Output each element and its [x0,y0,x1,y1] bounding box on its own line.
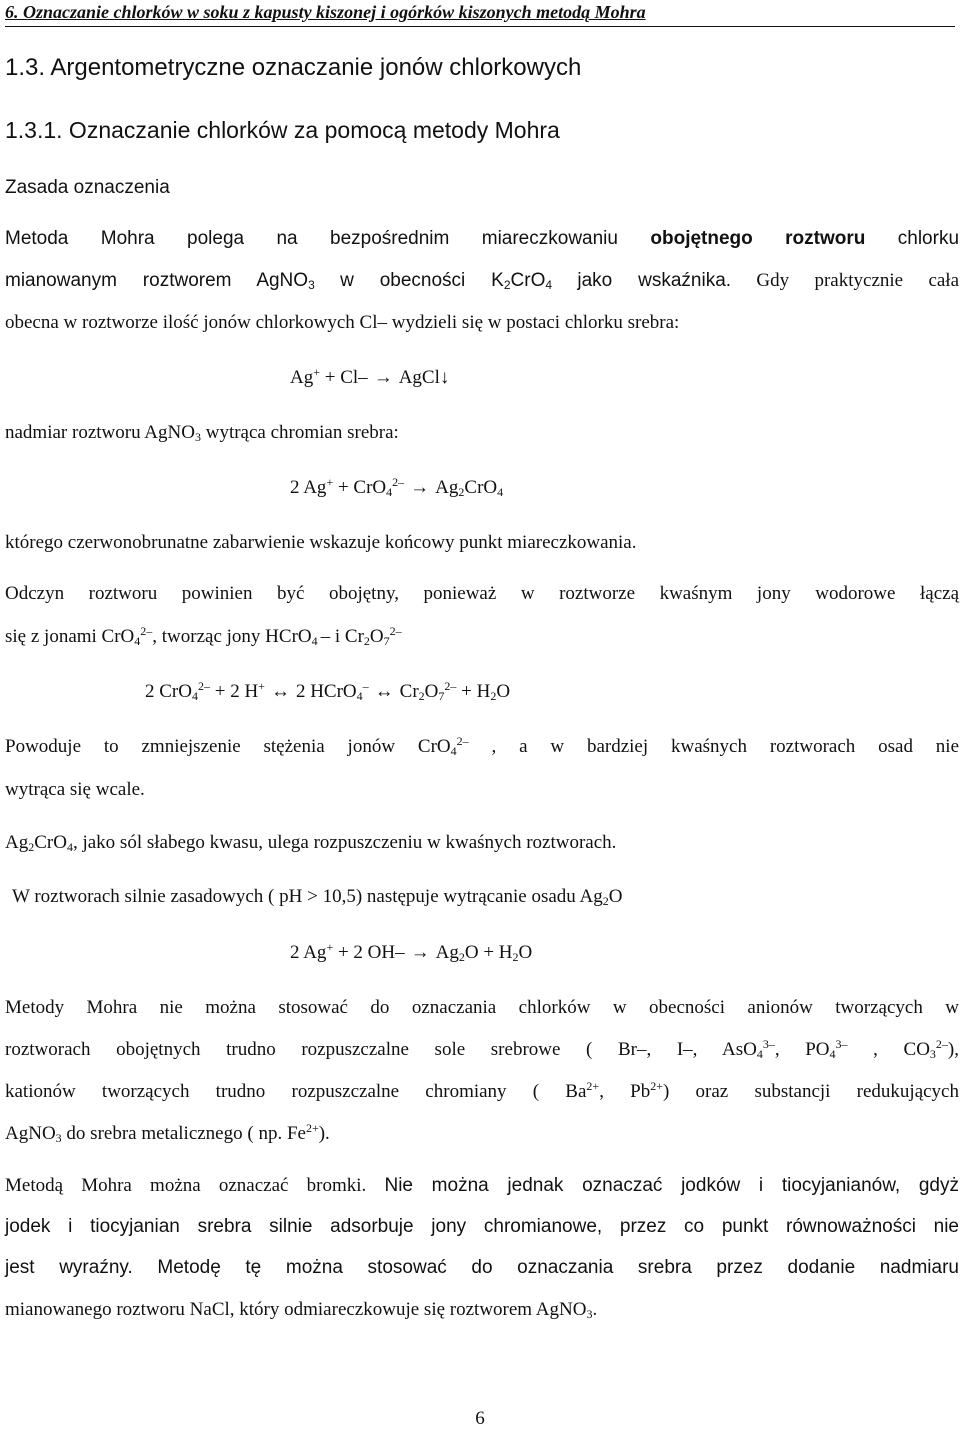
superscript: – [362,679,369,693]
subscript: 3 [308,278,315,292]
section-title: 1.3. Argentometryczne oznaczanie jonów chlorkowych [5,54,582,81]
subscript: 4 [66,840,73,854]
subscript: 4 [311,634,318,648]
subscript: 7 [438,689,445,703]
text: . [592,1299,598,1320]
text: O [496,681,511,702]
text: , jako sól słabego kwasu, ulega rozpuszczeniu w kwaśnych roztworach. [72,832,617,853]
text: + CrO [333,477,387,498]
subscript: 3 [586,1307,593,1321]
subscript: 4 [386,485,393,499]
text: Ag [290,367,314,388]
text: ), [947,1039,959,1060]
equation-2 [290,476,503,500]
text: O [369,626,384,647]
subscript: 2 [458,950,465,964]
equation-4 [290,941,532,965]
superscript: 2– [392,475,405,489]
header-rule [5,26,955,27]
text: ) oraz substancji redukujących [663,1081,959,1102]
superscript: + [258,679,265,693]
subscript: 4 [134,634,141,648]
subscript: 2 [602,894,609,908]
superscript: + [313,365,321,379]
text: Powoduje to zmniejszenie stężenia jonów CrO [5,736,451,757]
para6-line2 [5,1038,959,1062]
text: chlorku [897,228,960,249]
para7-line3: jest wyraźny. Metodę tę można stosować do oznaczania srebra przez dodanie nadmiaru [5,1257,959,1278]
subscript: 3 [929,1047,936,1061]
arrow-both-icon: ↔ [270,681,290,702]
superscript: 2– [140,624,153,638]
text: 2 CrO [145,681,192,702]
text: wytrąca chromian srebra: [205,422,399,443]
text: , CO [847,1039,930,1060]
subscript: 4 [450,744,457,758]
text: – i Cr [320,626,364,647]
principle-label: Zasada oznaczenia [5,177,170,198]
para6-line3 [5,1080,959,1104]
text: roztworach obojętnych trudno rozpuszczalne sole srebrowe ( Br–, I–, AsO [5,1039,757,1060]
superscript: 2– [456,734,469,748]
excess-text [5,421,399,445]
para6-line4 [5,1122,330,1146]
superscript: 2– [197,679,210,693]
text: Ag [435,477,459,498]
subscript: 2 [363,634,370,648]
text: O [518,942,533,963]
para3-line1 [5,735,959,759]
text: AgNO [5,1123,56,1144]
para1-line1 [5,227,959,251]
superscript: 2+ [586,1079,600,1093]
text: W roztworach silnie zasadowych ( pH > 10,5) następuje wytrącanie osadu Ag [12,886,603,907]
superscript: 3– [835,1037,848,1051]
text: Ag [435,942,459,963]
subscript: 3 [194,430,201,444]
superscript: + [326,475,334,489]
subscript: 4 [356,689,363,703]
text: + Cl– [320,367,368,388]
para7-line4 [5,1298,597,1322]
superscript: 3– [762,1037,775,1051]
subscript: 2 [458,485,465,499]
para1-line2 [5,269,959,293]
text: , a w bardziej kwaśnych roztworach osad nie [491,736,960,757]
text: kationów tworzących trudno rozpuszczalne chromiany ( Ba [5,1081,587,1102]
text: mianowanym roztworem AgNO [5,270,309,291]
page-header: 6. Oznaczanie chlorków w soku z kapusty kiszonej i ogórków kiszonych metodą Mohra [5,2,646,22]
text: , PO [774,1039,830,1060]
subscript: 2 [418,689,425,703]
subscript: 4 [756,1047,763,1061]
para3-line2: wytrąca się wcale. [5,779,145,800]
superscript: 2– [389,624,402,638]
superscript: 2– [935,1037,948,1051]
arrow-both-icon: ↔ [374,681,394,702]
para7-line1 [5,1174,959,1198]
para6-line1: Metody Mohra nie można stosować do oznaczania chlorków w obecności anionów tworzących w [5,997,959,1018]
text: O [608,886,623,907]
text: Cr [399,681,419,702]
superscript: + [326,940,334,954]
equation-1 [290,366,449,390]
text: , tworząc jony HCrO [152,626,312,647]
subscript: 4 [829,1047,836,1061]
text: się z jonami CrO [5,626,135,647]
arrow-right-icon: → [410,477,430,498]
text: + H [456,681,491,702]
para1-line3: obecna w roztworze ilość jonów chlorkowych Cl– wydzieli się w postaci chlorku srebra: [5,312,680,333]
superscript: 2+ [305,1121,319,1135]
arrow-right-icon: → [410,942,430,963]
text: + 2 OH– [333,942,405,963]
text: O + H [464,942,513,963]
superscript: 2– [444,679,457,693]
text: w obecności K [340,270,504,291]
text: CrO [510,270,546,291]
subsection-title: 1.3.1. Oznaczanie chlorków za pomocą metody Mohra [5,117,560,143]
para2-line2 [5,625,402,649]
text: Nie można jednak oznaczać jodków i tiocyjanianów, gdyż [384,1175,959,1196]
para7-line2: jodek i tiocyjanian srebra silnie adsorbuje jony chromianowe, przez co punkt równoważności nie [5,1216,959,1237]
subscript: 2 [503,278,511,292]
text: nadmiar roztworu AgNO [5,422,195,443]
text: CrO [464,477,498,498]
subscript: 3 [55,1131,62,1145]
para2-line1: Odczyn roztworu powinien być obojętny, ponieważ w roztworze kwaśnym jony wodorowe łączą [5,583,959,604]
subscript: 7 [383,634,390,648]
para4 [5,831,616,855]
text: mianowanego roztworu NaCl, który odmiareczkowuje się roztworem AgNO [5,1299,587,1320]
emphasis-neutral-solution: obojętnego roztworu [650,228,866,249]
superscript: 2+ [650,1079,664,1093]
subscript: 2 [490,689,497,703]
subscript: 2 [512,950,519,964]
text: do srebra metalicznego ( np. Fe [61,1123,306,1144]
endpoint-text: którego czerwonobrunatne zabarwienie wskazuje końcowy punkt miareczkowania. [5,532,637,553]
subscript: 2 [28,840,35,854]
subscript: 4 [191,689,198,703]
text: + 2 H [209,681,259,702]
para5 [12,885,622,909]
text: 2 Ag [290,477,327,498]
text: 2 Ag [290,942,327,963]
text: jako wskaźnika. [577,270,732,291]
text: CrO [34,832,67,853]
equation-3 [145,680,510,704]
text: ). [318,1123,330,1144]
subscript: 4 [497,485,504,499]
text: 2 HCrO [295,681,357,702]
arrow-right-icon: → [373,367,393,388]
text: Metodą Mohra można oznaczać bromki. [5,1175,367,1196]
text: O [424,681,439,702]
text: Metoda Mohra polega na bezpośrednim miareczkowaniu [5,228,618,249]
text: , Pb [599,1081,651,1102]
text: Gdy praktycznie cała [756,270,960,291]
subscript: 4 [545,278,553,292]
page-number: 6 [475,1408,485,1429]
text: AgCl↓ [398,367,450,388]
text: Ag [5,832,29,853]
